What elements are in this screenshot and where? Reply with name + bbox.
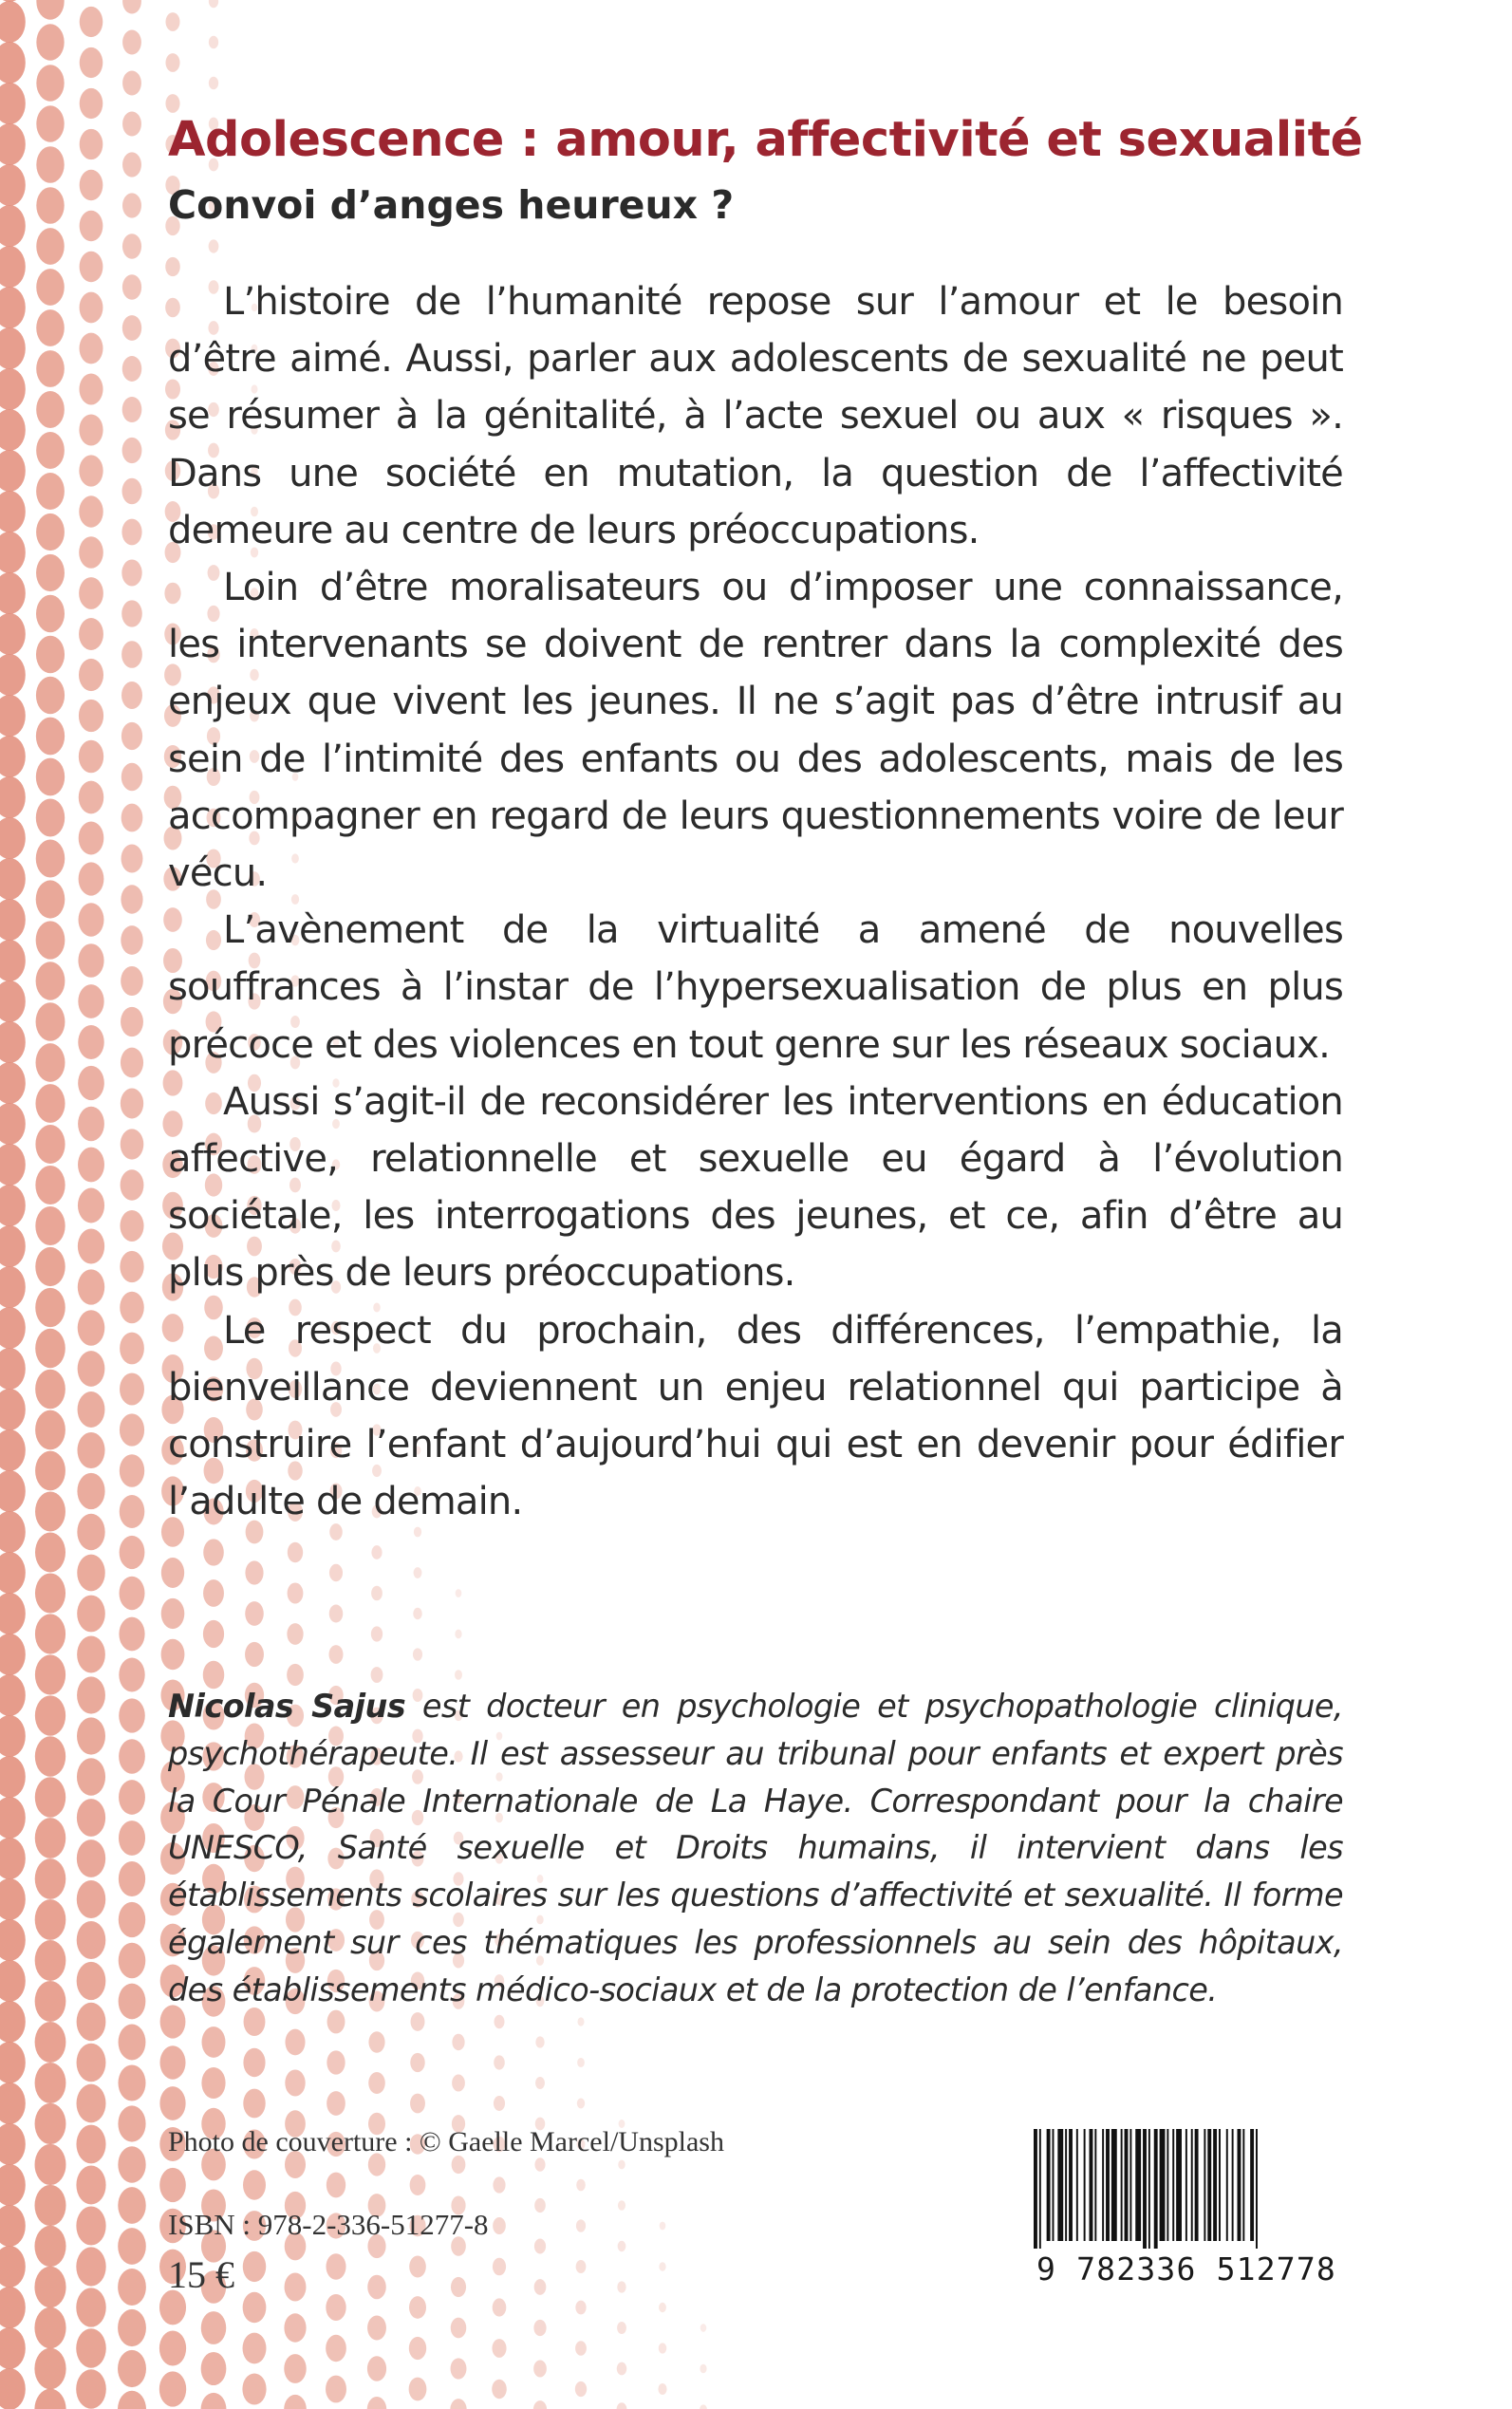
barcode-bar (1176, 2129, 1182, 2241)
barcode-bar (1242, 2129, 1244, 2241)
barcode-bar (1111, 2129, 1117, 2241)
barcode-bar (1207, 2129, 1211, 2241)
summary-paragraph: Aussi s’agit-il de reconsidérer les interventions en éducation affective, relationnelle et sexuelle eu égard à l’évolution sociétale, les interrogations des jeunes, et ce, afin d’être au plus près de leurs préoccupations. (168, 1079, 1343, 1296)
summary-paragraph: L’histoire de l’humanité repose sur l’amour et le besoin d’être aimé. Aussi, parler aux adolescents de sexualité ne peut se résumer à la génitalité, à l’acte sexuel ou aux « risques ». Dans une société en mutation, la question de l’affectivité demeure au centre de leurs préoccupations. (168, 280, 1343, 552)
barcode-bar (1167, 2129, 1168, 2241)
barcode-bar (1232, 2129, 1234, 2241)
barcode-bar (1106, 2129, 1110, 2241)
barcode-bar (1172, 2129, 1174, 2241)
barcode-bar (1143, 2129, 1147, 2249)
barcode-bar (1034, 2129, 1037, 2249)
barcode-bar (1213, 2129, 1217, 2241)
barcode-bar (1191, 2129, 1193, 2241)
barcode-bar (1129, 2129, 1131, 2241)
barcode-bar (1102, 2129, 1104, 2241)
summary-paragraph: L’avènement de la virtualité a amené de nouvelles souffrances à l’instar de l’hypersexualisation de plus en plus précoce et des violences en tout genre sur les réseaux sociaux. (168, 908, 1343, 1067)
barcode-bar (1238, 2129, 1241, 2241)
barcode-bar (1090, 2129, 1093, 2241)
summary-paragraph: Loin d’être moralisateurs ou d’imposer une connaissance, les intervenants se doivent de rentrer dans la complexité des enjeux que vivent les jeunes. Il ne s’agit pas d’être intrusif au sein de l’intimité des enfants ou des adolescents, mais de les accompagner en regard de leurs questionnements voire de leur vécu. (168, 566, 1343, 896)
barcode-bar (1148, 2129, 1150, 2249)
barcode-bar (1256, 2129, 1258, 2249)
book-subtitle: Convoi d’anges heureux ? (168, 182, 735, 228)
author-bio (168, 1683, 1343, 2014)
price: 15 € (168, 2253, 234, 2296)
barcode-bar (1039, 2129, 1041, 2249)
summary-paragraph: Le respect du prochain, des différences, l’empathie, la bienveillance deviennent un enjeu relationnel qui participe à construire l’enfant d’aujourd’hui qui est en devenir pour édifier l’adulte de demain. (168, 1308, 1343, 1524)
barcode-bar (1057, 2129, 1063, 2241)
author-bio-text: est docteur en psychologie et psychopathologie clinique, psychothérapeute. Il est assesseur au tribunal pour enfants et expert près la Cour Pénale Internationale de La Haye. Correspondant pour la chaire UNESCO, Santé sexuelle et Droits humains, il intervient dans les établissements scolaires sur les questions d’affectivité et sexualité. Il forme également sur ces thématiques les professionnels au sein des hôpitaux, des établissements médico-sociaux et de la protection de l’enfance. (168, 1688, 1343, 2008)
barcode-bar (1185, 2129, 1187, 2241)
barcode-bar (1084, 2129, 1086, 2241)
barcode-bar (1047, 2129, 1051, 2241)
barcode-bar (1160, 2129, 1166, 2241)
barcode-bar (1053, 2129, 1055, 2241)
barcode-bar (1125, 2129, 1129, 2241)
author-name: Nicolas Sajus (168, 1688, 406, 1725)
barcode-bar (1065, 2129, 1067, 2241)
barcode-bar (1204, 2129, 1205, 2241)
book-title: Adolescence : amour, affectivité et sexualité (168, 112, 1363, 168)
photo-credit: Photo de couverture : © Gaelle Marcel/Unsplash (168, 2126, 724, 2157)
barcode-bar (1226, 2129, 1228, 2241)
barcode-bars (1030, 2129, 1343, 2249)
barcode-bar (1219, 2129, 1221, 2241)
barcode-bar (1094, 2129, 1096, 2241)
barcode (1030, 2129, 1343, 2290)
barcode-bar (1076, 2129, 1078, 2241)
barcode-bar (1135, 2129, 1141, 2241)
barcode-bar (1250, 2129, 1254, 2241)
isbn: ISBN : 978-2-336-51277-8 (168, 2208, 489, 2241)
summary-text (168, 273, 1343, 1530)
barcode-digits: 9 782336 512778 (1036, 2250, 1336, 2288)
barcode-bar (1195, 2129, 1199, 2241)
barcode-bar (1154, 2129, 1158, 2249)
barcode-bar (1069, 2129, 1073, 2241)
barcode-bar (1121, 2129, 1123, 2241)
